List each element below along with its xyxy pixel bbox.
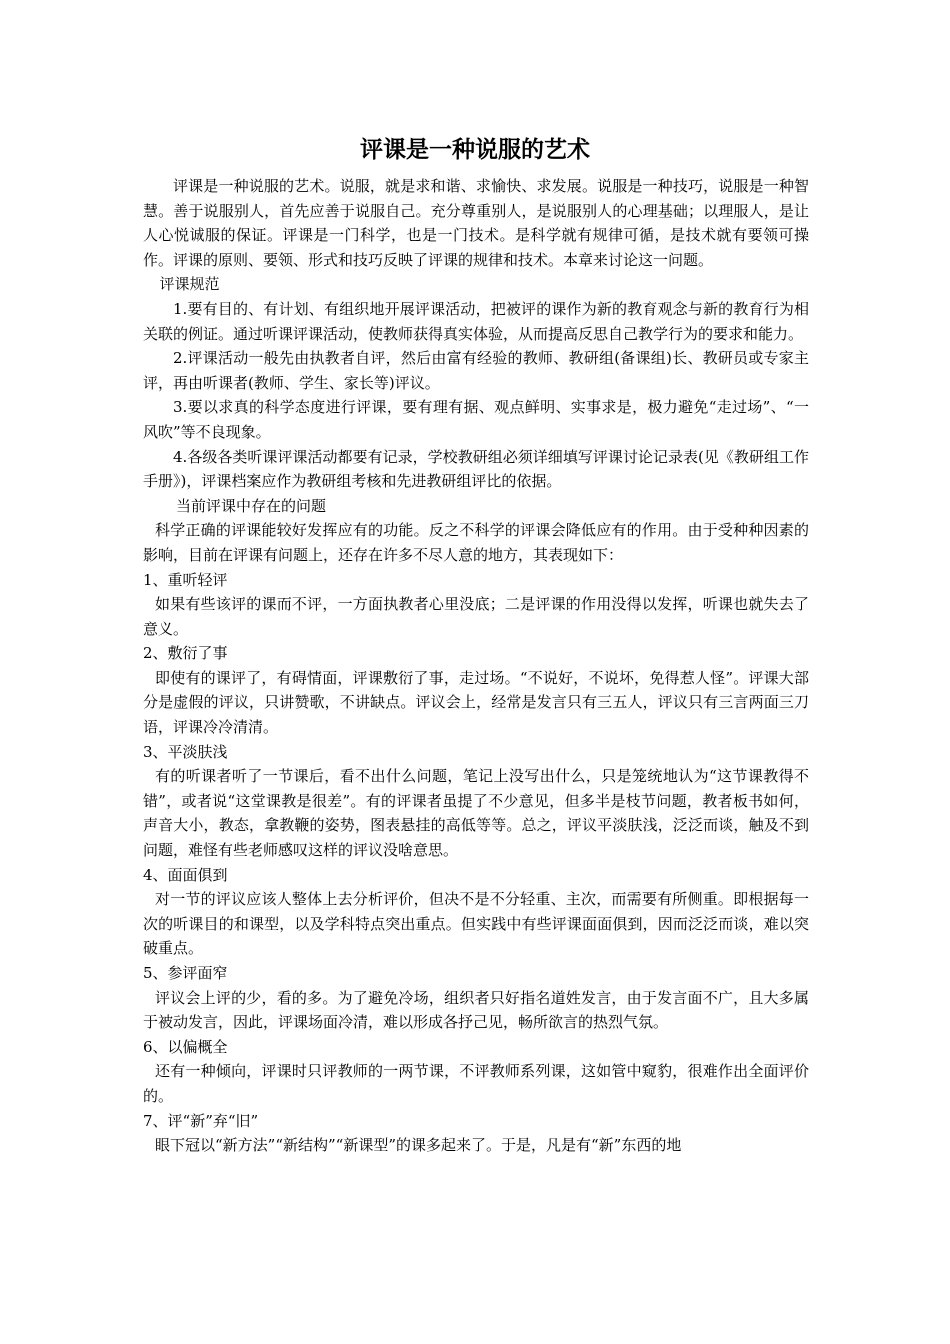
section-intro-paragraph: 科学正确的评课能较好发挥应有的功能。反之不科学的评课会降低应有的作用。由于受种种因素的影响，目前在评课有问题上，还存在许多不尽人意的地方，其表现如下： xyxy=(143,521,809,564)
document-title: 评课是一种说服的艺术 xyxy=(360,136,590,163)
problem-heading: 1、重听轻评 xyxy=(143,570,228,589)
problem-text: 即使有的课评了，有碍情面，评课敷衍了事，走过场。“不说好，不说坏，免得惹人怪”。评课大部分是虚假的评议，只讲赞歌，不讲缺点。评议会上，经常是发言只有三五人，评议只有三言两面三刀语，评课冷冷清清。 xyxy=(143,668,809,737)
norm-item: 3.要以求真的科学态度进行评课，要有理有据、观点鲜明、实事求是，极力避免“走过场”、“一风吹”等不良现象。 xyxy=(143,398,809,441)
section-heading-norms: 评课规范 xyxy=(159,275,220,294)
problem-text: 如果有些该评的课而不评，一方面执教者心里没底；二是评课的作用没得以发挥，听课也就失去了意义。 xyxy=(143,595,809,638)
problem-text: 评议会上评的少，看的多。为了避免冷场，组织者只好指名道姓发言，由于发言面不广，且大多属于被动发言，因此，评课场面冷清，难以形成各抒己见，畅所欲言的热烈气氛。 xyxy=(143,988,809,1032)
document-body xyxy=(143,174,809,1158)
problem-text: 对一节的评议应该人整体上去分析评价，但决不是不分轻重、主次，而需要有所侧重。即根据每一次的听课目的和课型，以及学科特点突出重点。但实践中有些评课面面俱到，因而泛泛而谈，难以突破重点。 xyxy=(143,890,809,958)
problem-text: 眼下冠以“新方法”“新结构”“新课型”的课多起来了。于是，凡是有“新”东西的地 xyxy=(155,1136,682,1155)
problem-heading: 3、平淡肤浅 xyxy=(143,742,228,761)
problem-heading: 4、面面俱到 xyxy=(143,865,228,884)
problem-text: 还有一种倾向，评课时只评教师的一两节课，不评教师系列课，这如管中窥豹，很难作出全面评价的。 xyxy=(143,1062,809,1105)
problem-heading: 6、以偏概全 xyxy=(143,1037,228,1056)
norm-item: 2.评课活动一般先由执教者自评，然后由富有经验的教师、教研组(备课组)长、教研员或专家主评，再由听课者(教师、学生、家长等)评议。 xyxy=(143,349,809,392)
norm-item: 4.各级各类听课评课活动都要有记录，学校教研组必须详细填写评课讨论记录表(见《教研组工作手册》)，评课档案应作为教研组考核和先进教研组评比的依据。 xyxy=(143,447,809,491)
problem-heading: 5、参评面窄 xyxy=(143,964,228,982)
problem-text: 有的听课者听了一节课后，看不出什么问题，笔记上没写出什么，只是笼统地认为“这节课教得不错”，或者说“这堂课教是很差”。有的评课者虽提了不少意见，但多半是枝节问题，教者板书如何，声音大小，教态，拿教鞭的姿势，图表悬挂的高低等等。总之，评议平淡肤浅，泛泛而谈，触及不到问题，难怪有些老师感叹这样的评议没啥意思。 xyxy=(143,767,809,860)
intro-paragraph: 评课是一种说服的艺术。说服，就是求和谐、求愉快、求发展。说服是一种技巧，说服是一种智慧。善于说服别人，首先应善于说服自己。充分尊重别人，是说服别人的心理基础；以理服人，是让人心悦诚服的保证。评课是一门科学，也是一门技术。是科学就有规律可循，是技术就有要领可操作。评课的原则、要领、形式和技巧反映了评课的规律和技术。本章来讨论这一问题。 xyxy=(143,177,809,269)
section-heading-problems: 当前评课中存在的问题 xyxy=(176,496,327,515)
problem-heading: 7、评“新”弃“旧” xyxy=(143,1111,259,1130)
problem-heading: 2、敷衍了事 xyxy=(143,644,228,663)
norm-item: 1.要有目的、有计划、有组织地开展评课活动，把被评的课作为新的教育观念与新的教育行为相关联的例证。通过听课评课活动，使教师获得真实体验，从而提高反思自己教学行为的要求和能力。 xyxy=(143,299,809,343)
